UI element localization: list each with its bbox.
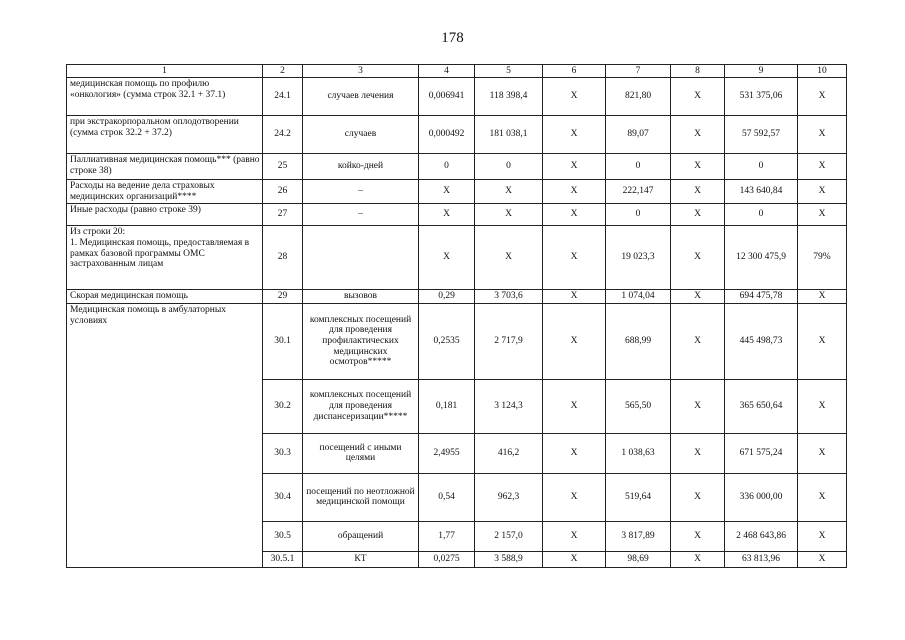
row-value-c6: X — [543, 551, 606, 567]
row-code: 30.1 — [263, 303, 303, 379]
column-number-4: 4 — [419, 65, 475, 78]
row-unit: случаев лечения — [303, 78, 419, 116]
table-row — [67, 303, 847, 379]
row-value-c6: X — [543, 180, 606, 204]
row-value-c10: X — [798, 180, 847, 204]
row-unit: посещений с иными целями — [303, 433, 419, 473]
row-value-c8: X — [671, 226, 725, 290]
column-number-7: 7 — [606, 65, 671, 78]
row-value-c8: X — [671, 303, 725, 379]
row-value-c9: 0 — [725, 154, 798, 180]
row-value-c10: X — [798, 290, 847, 304]
row-value-c6: X — [543, 473, 606, 521]
row-value-c10: X — [798, 551, 847, 567]
table-row — [67, 290, 847, 304]
row-value-c7: 565,50 — [606, 379, 671, 433]
row-unit: вызовов — [303, 290, 419, 304]
row-value-c9: 57 592,57 — [725, 116, 798, 154]
row-value-c7: 0 — [606, 204, 671, 226]
row-value-c6: X — [543, 226, 606, 290]
row-value-c5: 3 124,3 — [475, 379, 543, 433]
row-code: 25 — [263, 154, 303, 180]
financing-table — [66, 64, 847, 568]
column-number-6: 6 — [543, 65, 606, 78]
row-value-c10: X — [798, 204, 847, 226]
table-row — [67, 226, 847, 290]
row-value-c8: X — [671, 78, 725, 116]
row-value-c5: 2 157,0 — [475, 521, 543, 551]
row-value-c7: 19 023,3 — [606, 226, 671, 290]
row-value-c7: 519,64 — [606, 473, 671, 521]
row-code: 27 — [263, 204, 303, 226]
row-value-c5: X — [475, 226, 543, 290]
row-value-c5: 181 038,1 — [475, 116, 543, 154]
row-value-c6: X — [543, 521, 606, 551]
table-row — [67, 78, 847, 116]
row-value-c9: 143 640,84 — [725, 180, 798, 204]
row-value-c8: X — [671, 521, 725, 551]
row-value-c9: 0 — [725, 204, 798, 226]
row-value-c7: 222,147 — [606, 180, 671, 204]
row-value-c4: 0,181 — [419, 379, 475, 433]
row-unit: случаев — [303, 116, 419, 154]
row-value-c9: 12 300 475,9 — [725, 226, 798, 290]
column-number-2: 2 — [263, 65, 303, 78]
row-value-c5: 416,2 — [475, 433, 543, 473]
column-number-3: 3 — [303, 65, 419, 78]
row-value-c5: 0 — [475, 154, 543, 180]
row-value-c4: X — [419, 204, 475, 226]
row-unit: комплексных посещений для проведения профилактических медицинских осмотров***** — [303, 303, 419, 379]
row-name: Иные расходы (равно строке 39) — [67, 204, 263, 226]
row-value-c4: X — [419, 226, 475, 290]
row-value-c6: X — [543, 433, 606, 473]
row-value-c10: X — [798, 154, 847, 180]
row-value-c10: X — [798, 433, 847, 473]
row-value-c9: 63 813,96 — [725, 551, 798, 567]
row-code: 30.5 — [263, 521, 303, 551]
column-number-9: 9 — [725, 65, 798, 78]
row-value-c10: X — [798, 116, 847, 154]
row-unit: обращений — [303, 521, 419, 551]
row-value-c6: X — [543, 116, 606, 154]
row-value-c6: X — [543, 154, 606, 180]
row-unit: – — [303, 204, 419, 226]
row-value-c6: X — [543, 290, 606, 304]
row-value-c7: 98,69 — [606, 551, 671, 567]
row-value-c7: 1 038,63 — [606, 433, 671, 473]
row-value-c4: 0,006941 — [419, 78, 475, 116]
column-number-row — [67, 65, 847, 78]
row-value-c5: X — [475, 180, 543, 204]
row-value-c4: 0,000492 — [419, 116, 475, 154]
table-row — [67, 180, 847, 204]
row-value-c4: 0,0275 — [419, 551, 475, 567]
row-value-c5: X — [475, 204, 543, 226]
row-value-c5: 2 717,9 — [475, 303, 543, 379]
column-number-8: 8 — [671, 65, 725, 78]
row-name: Расходы на ведение дела страховых медицинских организаций**** — [67, 180, 263, 204]
row-name: Скорая медицинская помощь — [67, 290, 263, 304]
row-name: при экстракорпоральном оплодотворении (сумма строк 32.2 + 37.2) — [67, 116, 263, 154]
row-value-c6: X — [543, 379, 606, 433]
row-value-c7: 688,99 — [606, 303, 671, 379]
row-value-c6: X — [543, 78, 606, 116]
row-value-c10: X — [798, 78, 847, 116]
table-row — [67, 204, 847, 226]
row-value-c7: 3 817,89 — [606, 521, 671, 551]
page-number: 178 — [441, 30, 464, 46]
column-number-10: 10 — [798, 65, 847, 78]
row-value-c4: X — [419, 180, 475, 204]
row-unit: посещений по неотложной медицинской помощи — [303, 473, 419, 521]
row-value-c5: 118 398,4 — [475, 78, 543, 116]
row-value-c9: 671 575,24 — [725, 433, 798, 473]
row-value-c4: 0,54 — [419, 473, 475, 521]
row-code: 30.4 — [263, 473, 303, 521]
row-code: 28 — [263, 226, 303, 290]
row-value-c8: X — [671, 551, 725, 567]
row-code: 29 — [263, 290, 303, 304]
row-value-c8: X — [671, 379, 725, 433]
row-value-c8: X — [671, 204, 725, 226]
row-value-c9: 531 375,06 — [725, 78, 798, 116]
row-value-c10: X — [798, 303, 847, 379]
row-code: 26 — [263, 180, 303, 204]
row-name: Паллиативная медицинская помощь*** (равно строке 38) — [67, 154, 263, 180]
row-value-c4: 0 — [419, 154, 475, 180]
row-value-c9: 445 498,73 — [725, 303, 798, 379]
row-code: 24.2 — [263, 116, 303, 154]
row-value-c8: X — [671, 433, 725, 473]
row-code: 30.3 — [263, 433, 303, 473]
row-unit: комплексных посещений для проведения диспансеризации***** — [303, 379, 419, 433]
column-number-1: 1 — [67, 65, 263, 78]
row-value-c7: 821,80 — [606, 78, 671, 116]
row-value-c8: X — [671, 154, 725, 180]
row-value-c7: 89,07 — [606, 116, 671, 154]
row-value-c9: 336 000,00 — [725, 473, 798, 521]
row-value-c10: X — [798, 473, 847, 521]
row-value-c9: 2 468 643,86 — [725, 521, 798, 551]
row-code: 24.1 — [263, 78, 303, 116]
row-value-c5: 3 588,9 — [475, 551, 543, 567]
row-value-c4: 0,29 — [419, 290, 475, 304]
row-value-c5: 962,3 — [475, 473, 543, 521]
row-value-c10: X — [798, 521, 847, 551]
table-row — [67, 116, 847, 154]
column-number-5: 5 — [475, 65, 543, 78]
row-code: 30.5.1 — [263, 551, 303, 567]
ambulatory-care-name: Медицинская помощь в амбулаторных условиях — [67, 303, 263, 567]
row-code: 30.2 — [263, 379, 303, 433]
row-value-c8: X — [671, 473, 725, 521]
row-unit: койко-дней — [303, 154, 419, 180]
row-value-c7: 1 074,04 — [606, 290, 671, 304]
row-unit — [303, 226, 419, 290]
row-value-c8: X — [671, 180, 725, 204]
row-name: Из строки 20: 1. Медицинская помощь, предоставляемая в рамках базовой программы ОМС застрахованным лицам — [67, 226, 263, 290]
row-unit: – — [303, 180, 419, 204]
row-value-c5: 3 703,6 — [475, 290, 543, 304]
table-body — [67, 65, 847, 568]
row-value-c4: 2,4955 — [419, 433, 475, 473]
row-value-c9: 694 475,78 — [725, 290, 798, 304]
row-value-c9: 365 650,64 — [725, 379, 798, 433]
row-value-c6: X — [543, 303, 606, 379]
row-name: медицинская помощь по профилю «онкология» (сумма строк 32.1 + 37.1) — [67, 78, 263, 116]
row-value-c7: 0 — [606, 154, 671, 180]
row-value-c6: X — [543, 204, 606, 226]
row-value-c8: X — [671, 290, 725, 304]
row-unit: КТ — [303, 551, 419, 567]
row-value-c8: X — [671, 116, 725, 154]
row-value-c4: 0,2535 — [419, 303, 475, 379]
row-value-c10: X — [798, 379, 847, 433]
row-value-c4: 1,77 — [419, 521, 475, 551]
table-row — [67, 154, 847, 180]
row-value-c10: 79% — [798, 226, 847, 290]
